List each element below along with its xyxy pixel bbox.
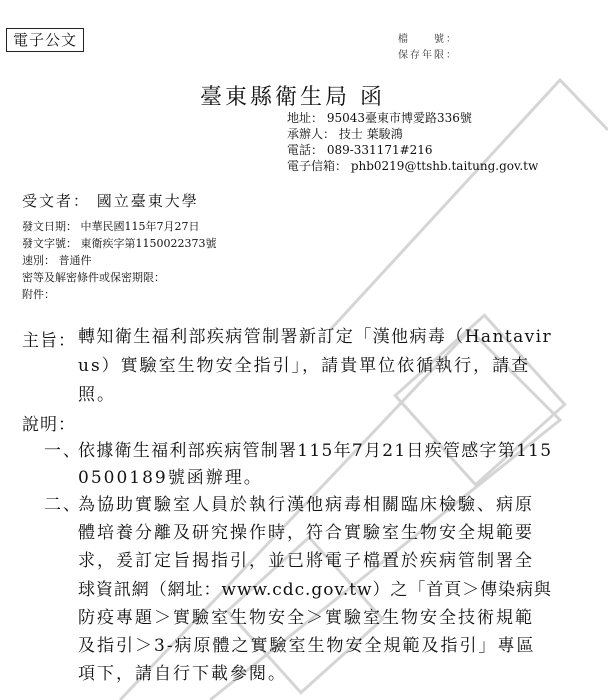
explanation-line: 防疫專題＞實驗室生物安全＞實驗室生物安全技術規範 <box>78 608 534 628</box>
explanation-label: 說明： <box>22 415 76 435</box>
file-number-label: 檔 號： <box>398 34 458 45</box>
subject-line: 照。 <box>78 385 116 405</box>
retention-period-label: 保存年限： <box>398 50 458 61</box>
explanation-line: 及指引＞3-病原體之實驗室生物安全規範及指引」專區 <box>78 636 536 656</box>
issue-date: 發文日期： 中華民國115年7月27日 <box>22 220 200 233</box>
delivery-speed: 速別： 普通件 <box>22 254 92 267</box>
explanation-line: 為協助實驗室人員於執行漢他病毒相關臨床檢驗、病原 <box>78 495 534 515</box>
subject-label: 主旨： <box>22 331 76 351</box>
document-number: 發文字號： 東衛疾字第1150022373號 <box>22 237 217 250</box>
explanation-line: 求，爰訂定旨揭指引，並已將電子檔置於疾病管制署全 <box>78 551 534 571</box>
explanation-line: 項下，請自行下載參閱。 <box>78 664 287 684</box>
sender-address: 地址： 95043臺東市博愛路336號 <box>287 111 472 125</box>
sender-contact-person: 承辦人： 技士 葉駿鴻 <box>287 127 403 141</box>
subject-line: 轉知衛生福利部疾病管制署新訂定「漢他病毒（Hantavir <box>78 327 553 347</box>
explanation-line: 0500189號函辦理。 <box>78 468 263 488</box>
item-number: 一、 <box>44 441 82 461</box>
sender-phone: 電話： 089-331171#216 <box>287 143 433 157</box>
document-title: 臺東縣衛生局 函 <box>200 85 385 110</box>
explanation-line: 球資訊網（網址：www.cdc.gov.tw）之「首頁＞傳染病與 <box>78 580 552 600</box>
e-document-tag: 電子公文 <box>6 28 84 52</box>
explanation-line: 體培養分離及研究操作時，符合實驗室生物安全規範要 <box>78 523 534 543</box>
sender-email: 電子信箱： phb0219@ttshb.taitung.gov.tw <box>287 159 539 173</box>
subject-line: us）實驗室生物安全指引」，請貴單位依循執行，請查 <box>78 356 531 376</box>
confidentiality: 密等及解密條件或保密期限： <box>22 271 165 284</box>
explanation-line: 依據衛生福利部疾病管制署115年7月21日疾管感字第115 <box>78 441 553 461</box>
attachment: 附件： <box>22 288 55 301</box>
item-number: 二、 <box>44 495 82 515</box>
recipient: 受文者： 國立臺東大學 <box>22 192 199 210</box>
